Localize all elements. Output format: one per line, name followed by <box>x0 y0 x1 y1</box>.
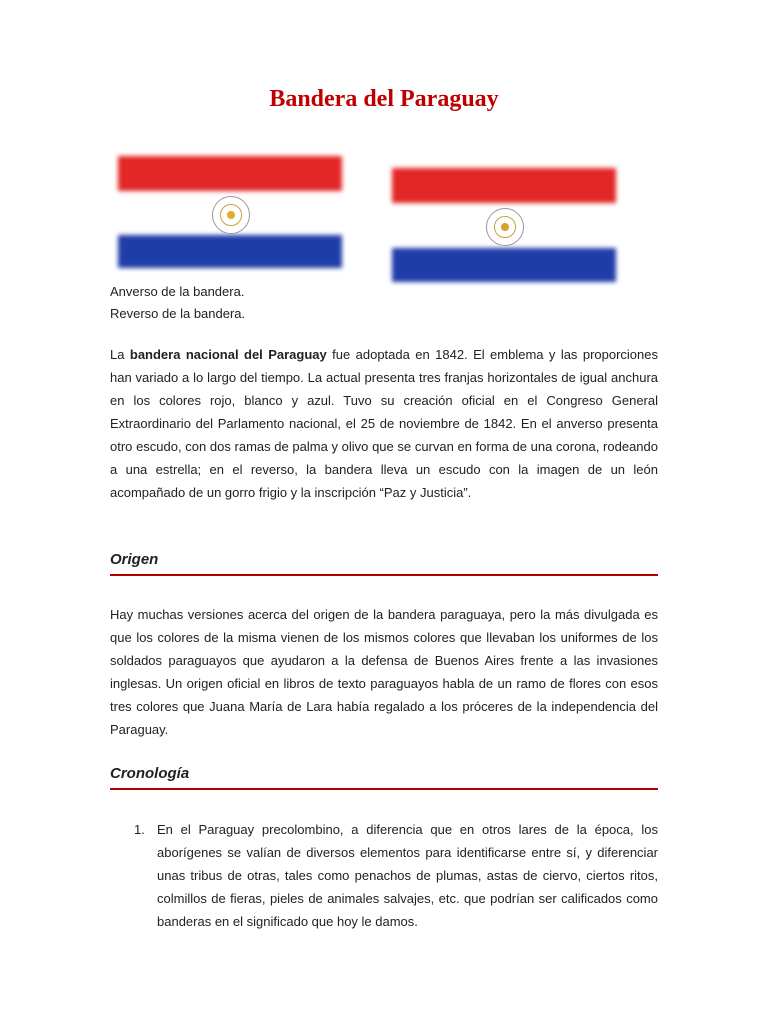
section-heading-cronologia: Cronología <box>110 765 658 790</box>
intro-bold-term: bandera nacional del Paraguay <box>129 347 327 362</box>
document-title: Bandera del Paraguay <box>269 86 499 112</box>
caption-reverse: Reverso de la bandera. <box>110 306 246 321</box>
list-item-number: 1. <box>134 822 145 837</box>
intro-paragraph: La bandera nacional del Paraguay fue adoptada en 1842. El emblema y las proporciones han variado a lo largo del tiempo. La actual presenta tres franjas horizontales de igual anchura en los colores rojo, blanco y azul. Tuvo su creación oficial en el Congreso General Extraordinario del Parlamento nacional, el 25 de noviembre de 1842. En el anverso presenta otro escudo, con dos ramas de palma y olivo que se curvan en forma de una corona, rodeando a una estrella; en el reverso, la bandera lleva un escudo con la imagen de un león acompañado de un gorro frigio y la inscripción “Paz y Justicia”. <box>110 347 658 500</box>
cronologia-list <box>110 818 658 933</box>
paraguay-obverse-seal-icon <box>212 196 250 234</box>
list-item-text: En el Paraguay precolombino, a diferencia que en otros lares de la época, los aborígenes se valían de diversos elementos para identificarse entre sí, y diferenciar unas tribus de otras, tales como penachos de plumas, astas de ciervo, ciertos ritos, colmillos de fieras, pieles de animales salvajes, etc. que podrían ser calificados como banderas en el significado que hoy le damos. <box>157 822 658 929</box>
paraguay-reverse-seal-icon <box>486 208 524 246</box>
list-item <box>110 818 658 933</box>
section-heading-origen: Origen <box>110 551 658 576</box>
origen-paragraph: Hay muchas versiones acerca del origen de la bandera paraguaya, pero la más divulgada es que los colores de la misma vienen de los mismos colores que llevaban los uniformes de los soldados paraguayos que ayudaron a la defensa de Buenos Aires frente a las invasiones inglesas. Un origen oficial en libros de texto paraguayos habla de un ramo de flores con esos tres colores que Juana María de Lara había regalado a los próceres de la independencia del Paraguay. <box>110 607 658 737</box>
caption-obverse: Anverso de la bandera. <box>110 284 245 299</box>
